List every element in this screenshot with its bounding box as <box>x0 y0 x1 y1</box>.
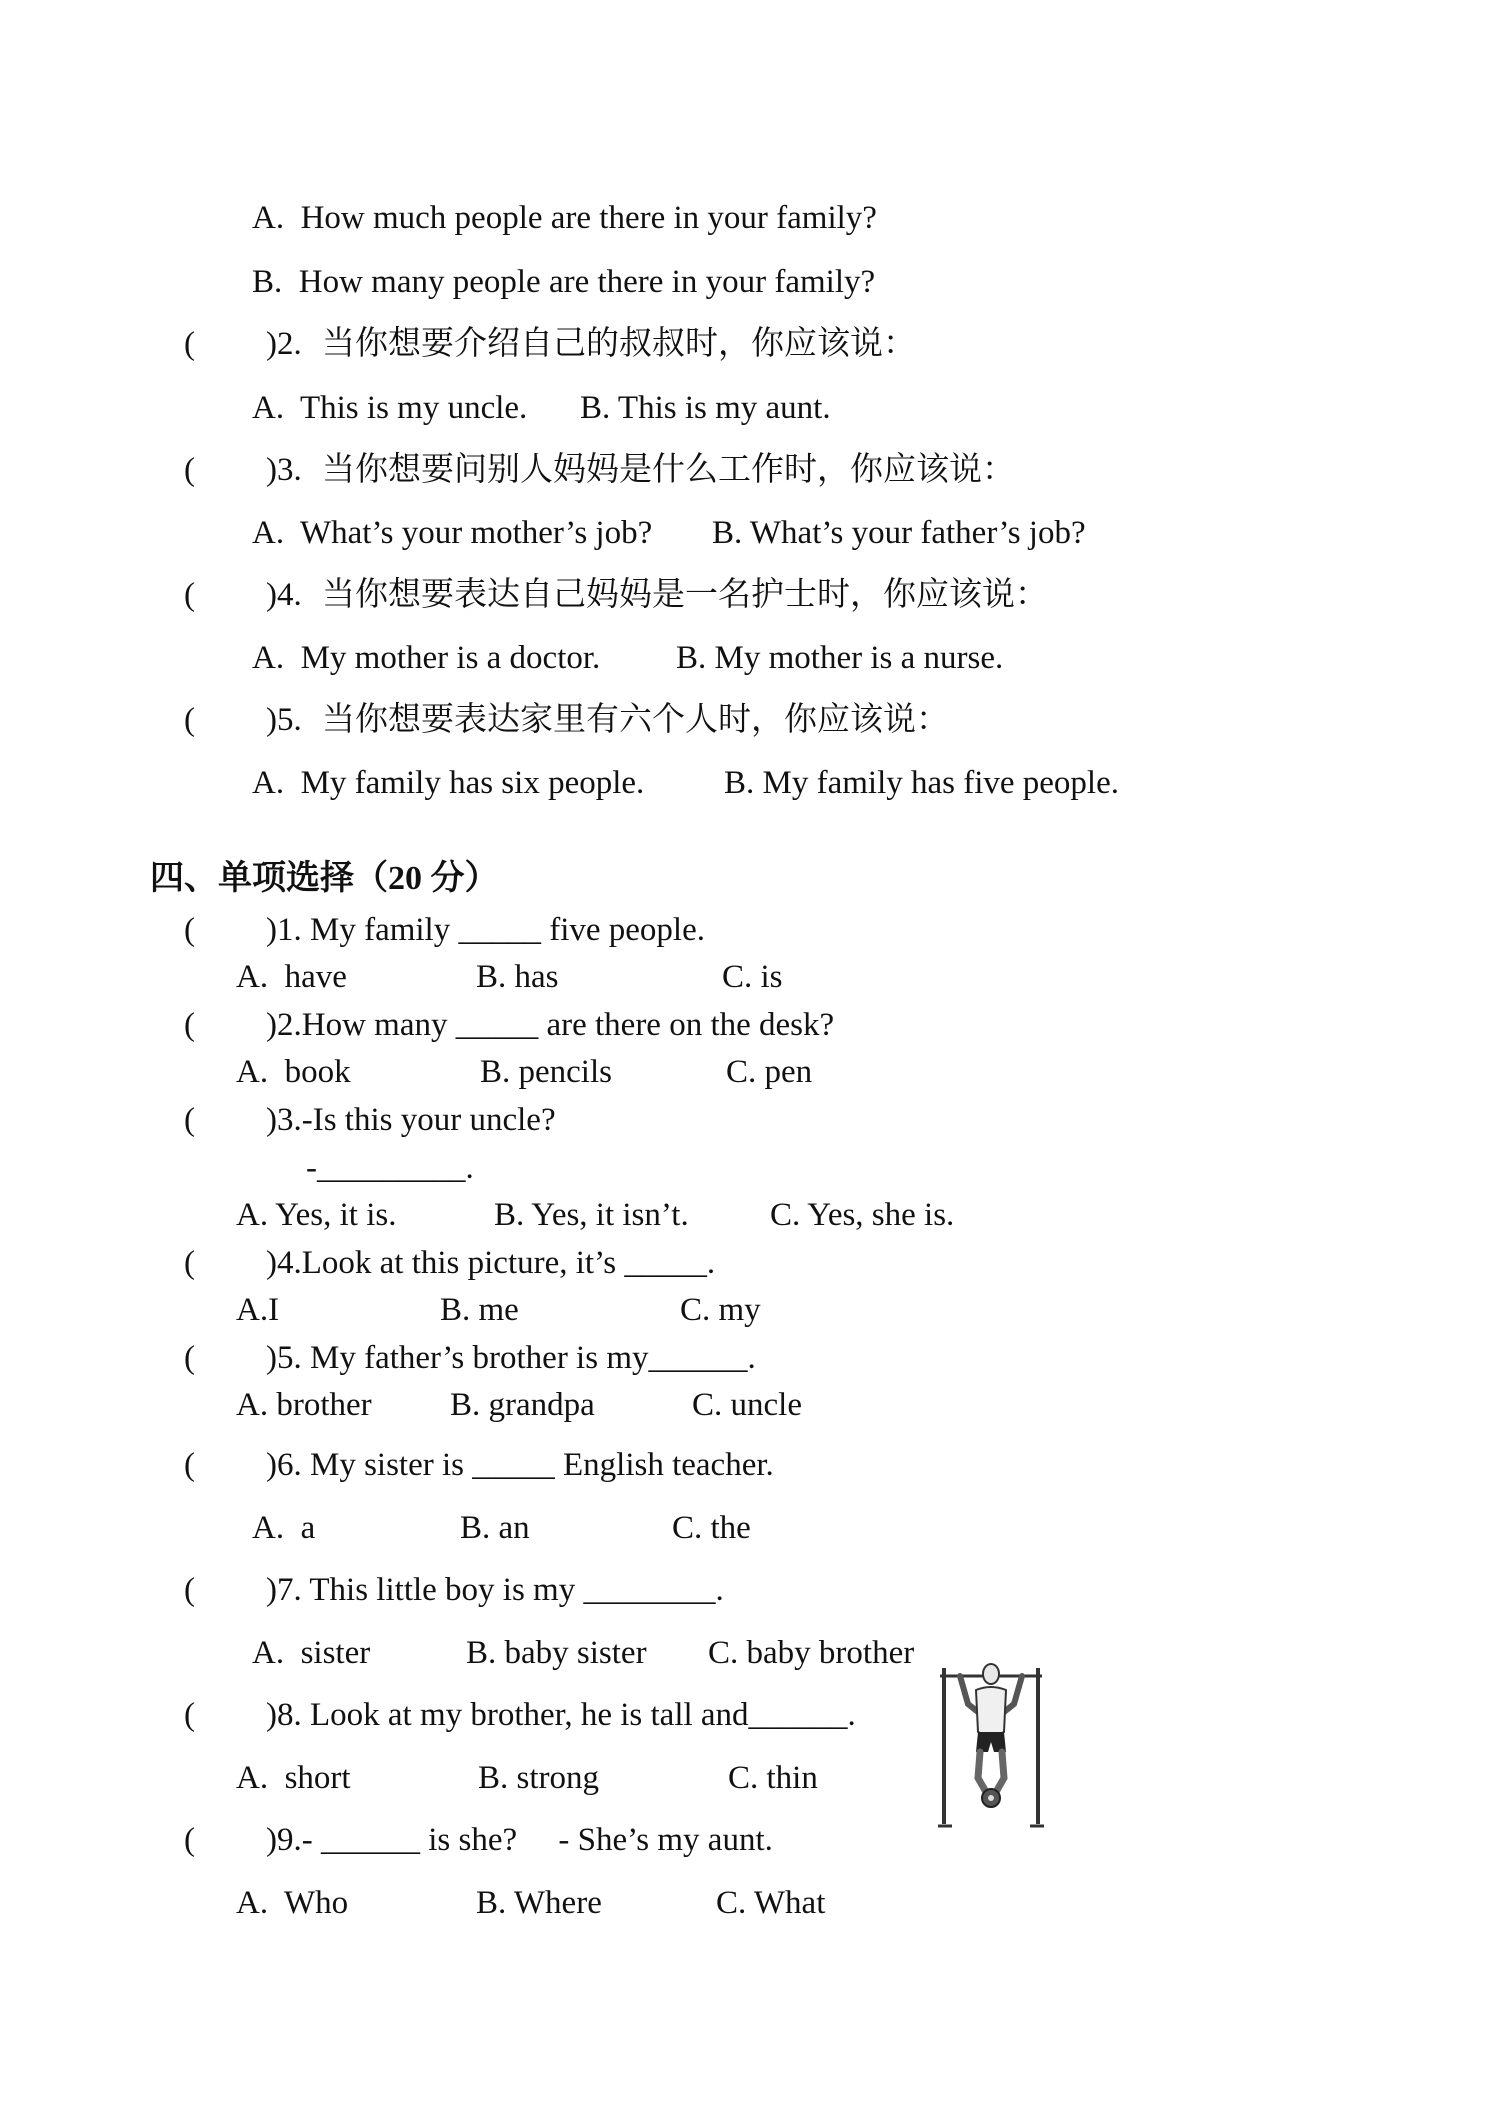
s4-q5-option-a: A. brother <box>236 1387 372 1423</box>
s4-q1-option-b: B. has <box>476 959 559 995</box>
s3-q5-paren-open: ( <box>184 702 195 738</box>
pull-up-man-icon <box>938 1660 1044 1830</box>
s4-q8-option-a: A. short <box>236 1760 351 1796</box>
s4-q3-paren-open: ( <box>184 1102 195 1138</box>
s4-q4-paren-open: ( <box>184 1245 195 1281</box>
s3-q1-option-b: B. How many people are there in your family? <box>252 264 876 300</box>
s4-q4-option-c: C. my <box>680 1292 761 1328</box>
s3-q5-number: )5. <box>266 702 302 738</box>
s4-q5-paren-open: ( <box>184 1340 195 1376</box>
s4-q9-option-a: A. Who <box>236 1885 349 1921</box>
s4-q4-option-a: A.I <box>236 1292 280 1328</box>
s4-q9-paren-open: ( <box>184 1822 195 1858</box>
s4-q6-text: )6. My sister is _____ English teacher. <box>266 1447 774 1483</box>
s4-q7-option-a: A. sister <box>252 1635 371 1671</box>
s3-q4-option-b: B. My mother is a nurse. <box>676 640 1004 676</box>
s4-q2-option-b: B. pencils <box>480 1054 612 1090</box>
s3-q5-prompt: 当你想要表达家里有六个人时，你应该说： <box>322 702 949 738</box>
s4-q9-option-b: B. Where <box>476 1885 602 1921</box>
s4-q5-option-b: B. grandpa <box>450 1387 595 1423</box>
s3-q2-paren-open: ( <box>184 326 195 362</box>
s4-q8-text: )8. Look at my brother, he is tall and______. <box>266 1697 856 1733</box>
s4-q3-option-a: A. Yes, it is. <box>236 1197 397 1233</box>
s3-q3-paren-open: ( <box>184 452 195 488</box>
s4-q6-option-b: B. an <box>460 1510 530 1546</box>
s4-q1-option-c: C. is <box>722 959 783 995</box>
s4-q8-option-b: B. strong <box>478 1760 600 1796</box>
s4-q3-option-b: B. Yes, it isn’t. <box>494 1197 689 1233</box>
s3-q4-number: )4. <box>266 577 302 613</box>
s4-q9-text: )9.- ______ is she? - She’s my aunt. <box>266 1822 773 1858</box>
s4-q1-option-a: A. have <box>236 959 347 995</box>
s4-q3-option-c: C. Yes, she is. <box>770 1197 955 1233</box>
s4-q3-text: )3.-Is this your uncle? <box>266 1102 556 1138</box>
s3-q5-option-a: A. My family has six people. <box>252 765 645 801</box>
s3-q2-option-b: B. This is my aunt. <box>580 390 831 426</box>
s4-q5-text: )5. My father’s brother is my______. <box>266 1340 756 1376</box>
s4-q3-answer-blank: -_________. <box>306 1150 474 1186</box>
s3-q3-number: )3. <box>266 452 302 488</box>
s3-q2-number: )2. <box>266 326 302 362</box>
s4-q2-text: )2.How many _____ are there on the desk? <box>266 1007 835 1043</box>
s4-q7-option-c: C. baby brother <box>708 1635 915 1671</box>
s3-q2-prompt: 当你想要介绍自己的叔叔时，你应该说： <box>322 326 916 362</box>
s4-q7-paren-open: ( <box>184 1572 195 1608</box>
s4-q6-option-c: C. the <box>672 1510 751 1546</box>
s4-q4-text: )4.Look at this picture, it’s _____. <box>266 1245 716 1281</box>
s3-q4-paren-open: ( <box>184 577 195 613</box>
s4-q9-option-c: C. What <box>716 1885 826 1921</box>
s4-q7-option-b: B. baby sister <box>466 1635 647 1671</box>
s3-q4-option-a: A. My mother is a doctor. <box>252 640 601 676</box>
s4-q6-option-a: A. a <box>252 1510 316 1546</box>
s3-q3-option-b: B. What’s your father’s job? <box>712 515 1086 551</box>
s4-q8-option-c: C. thin <box>728 1760 818 1796</box>
s4-q7-text: )7. This little boy is my ________. <box>266 1572 724 1608</box>
s4-q2-option-c: C. pen <box>726 1054 813 1090</box>
s3-q3-option-a: A. What’s your mother’s job? <box>252 515 653 551</box>
s4-q1-text: )1. My family _____ five people. <box>266 912 705 948</box>
s3-q4-prompt: 当你想要表达自己妈妈是一名护士时，你应该说： <box>322 577 1048 613</box>
s4-q1-paren-open: ( <box>184 912 195 948</box>
s4-q2-option-a: A. book <box>236 1054 351 1090</box>
s4-q5-option-c: C. uncle <box>692 1387 802 1423</box>
s4-q6-paren-open: ( <box>184 1447 195 1483</box>
s3-q5-option-b: B. My family has five people. <box>724 765 1120 801</box>
s4-q4-option-b: B. me <box>440 1292 519 1328</box>
s4-q8-paren-open: ( <box>184 1697 195 1733</box>
s4-q2-paren-open: ( <box>184 1007 195 1043</box>
section4-heading: 四、单项选择（20 分） <box>150 860 499 897</box>
s3-q2-option-a: A. This is my uncle. <box>252 390 528 426</box>
s3-q3-prompt: 当你想要问别人妈妈是什么工作时，你应该说： <box>322 452 1015 488</box>
s3-q1-option-a: A. How much people are there in your family? <box>252 200 877 236</box>
